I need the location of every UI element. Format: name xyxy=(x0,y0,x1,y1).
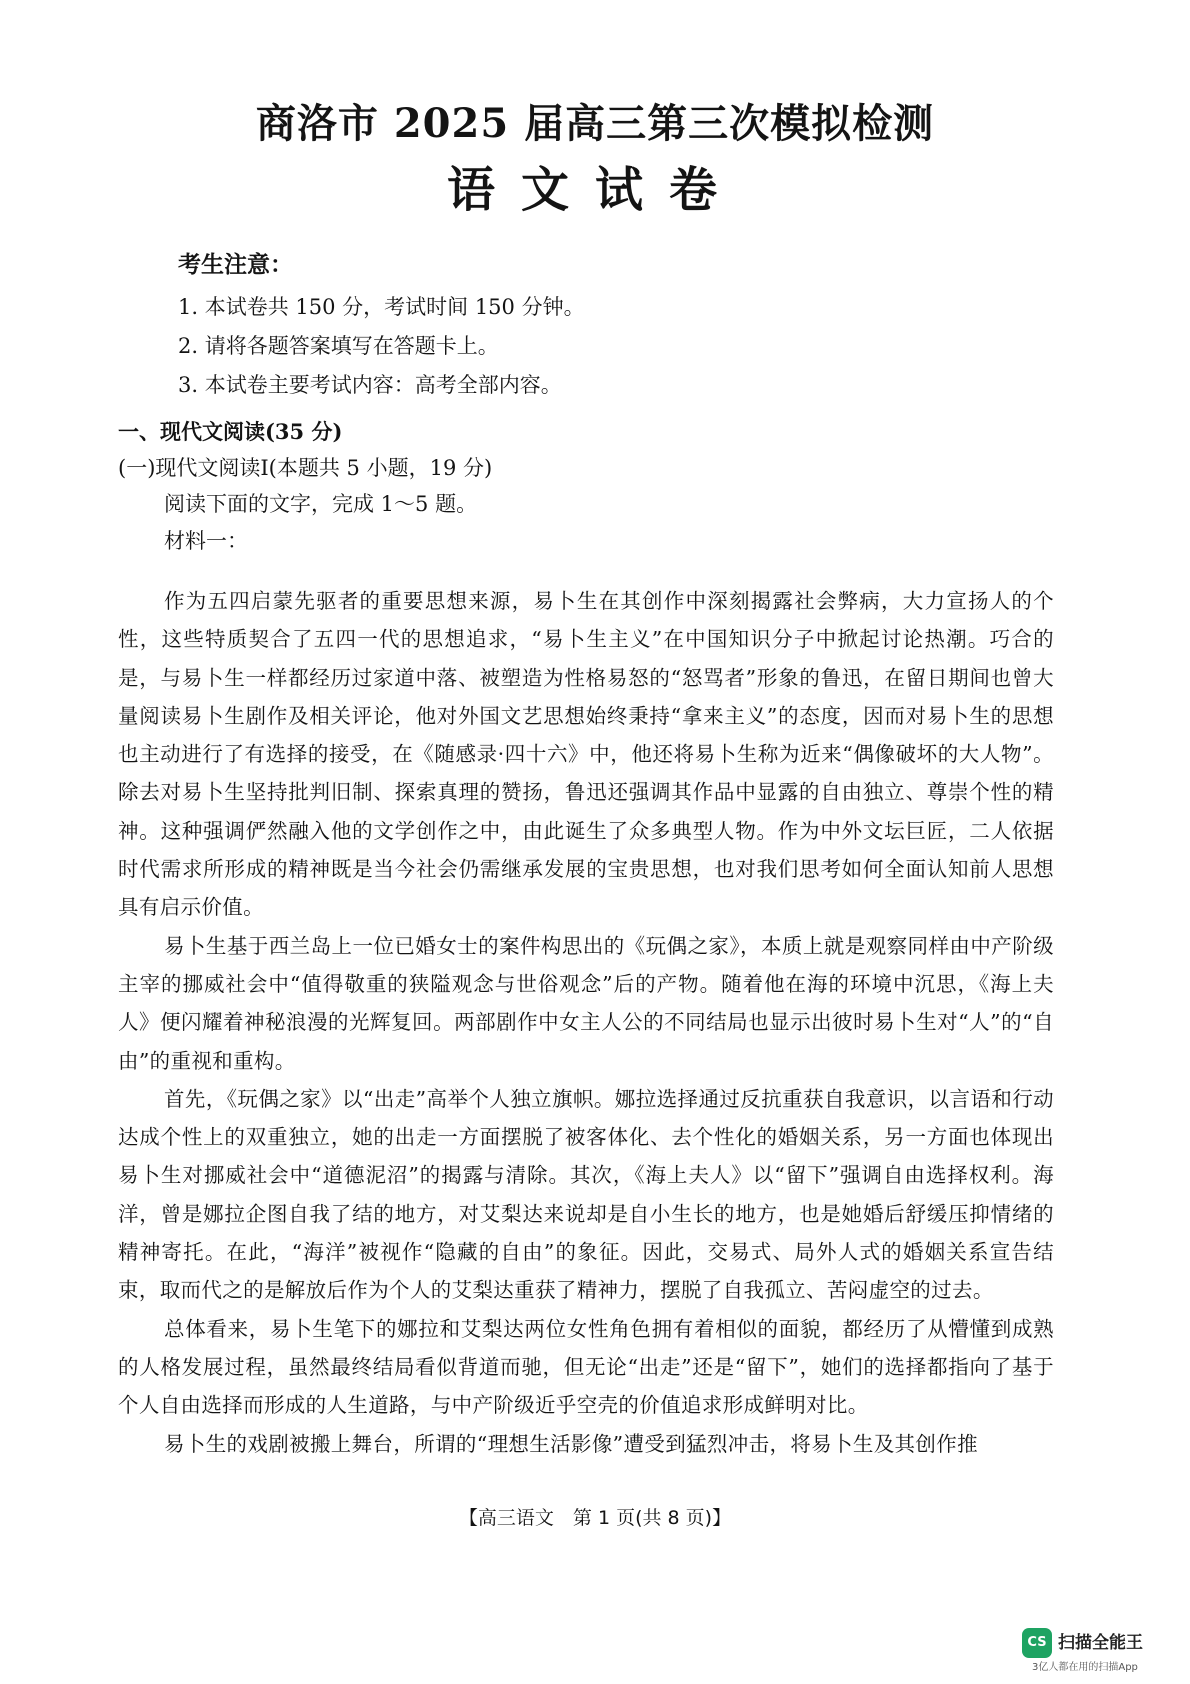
camscanner-logo-icon: CS xyxy=(1022,1628,1052,1658)
exam-title: 商洛市 2025 届高三第三次模拟检测 xyxy=(255,100,935,147)
watermark-app-name: 扫描全能王 xyxy=(1058,1633,1143,1653)
paragraph-3: 首先，《玩偶之家》以“出走”高举个人独立旗帜。娜拉选择通过反抗重获自我意识，以言语和行动达成个性上的双重独立，她的出走一方面摆脱了被客体化、去个性化的婚姻关系，另一方面也体现出易卜生对挪威社会中“道德泥沼”的揭露与清除。其次，《海上夫人》以“留下”强调自由选择权利。海洋，曾是娜拉企图自我了结的地方，对艾梨达来说却是自小生长的地方，也是她婚后舒缓压抑情绪的精神寄托。在此，“海洋”被视作“隐藏的自由”的象征。因此，交易式、局外人式的婚姻关系宣告结束，取而代之的是解放后作为个人的艾梨达重获了精神力，摆脱了自我孤立、苦闷虚空的过去。 xyxy=(118,1086,1054,1303)
watermark-tagline: 3亿人都在用的扫描App xyxy=(1032,1662,1138,1673)
section-header xyxy=(118,414,1058,560)
notice-item-3: 3. 本试卷主要考试内容：高考全部内容。 xyxy=(178,373,562,397)
candidate-notice xyxy=(178,248,878,405)
paragraph-1: 作为五四启蒙先驱者的重要思想来源，易卜生在其创作中深刻揭露社会弊病，大力宣扬人的个性，这些特质契合了五四一代的思想追求，“易卜生主义”在中国知识分子中掀起讨论热潮。巧合的是，与易卜生一样都经历过家道中落、被塑造为性格易怒的“怒骂者”形象的鲁迅，在留日期间也曾大量阅读易卜生剧作及相关评论，他对外国文艺思想始终秉持“拿来主义”的态度，因而对易卜生的思想也主动进行了有选择的接受，在《随感录·四十六》中，他还将易卜生称为近来“偶像破坏的大人物”。除去对易卜生坚持批判旧制、探索真理的赞扬，鲁迅还强调其作品中显露的自由独立、尊崇个性的精神。这种强调俨然融入他的文学创作之中，由此诞生了众多典型人物。作为中外文坛巨匠，二人依据时代需求所形成的精神既是当今社会仍需继承发展的宝贵思想，也对我们思考如何全面认知前人思想具有启示价值。 xyxy=(118,589,1054,920)
material-label: 材料一： xyxy=(164,529,248,553)
scanner-watermark xyxy=(1022,1628,1182,1676)
notice-item-2: 2. 请将各题答案填写在答题卡上。 xyxy=(178,334,499,358)
notice-item-1: 1. 本试卷共 150 分，考试时间 150 分钟。 xyxy=(178,295,585,319)
passage-body xyxy=(118,582,1054,1463)
page-footer: 【高三语文 第 1 页(共 8 页)】 xyxy=(458,1507,732,1529)
paragraph-5: 易卜生的戏剧被搬上舞台，所谓的“理想生活影像”遭受到猛烈冲击，将易卜生及其创作推 xyxy=(164,1431,978,1456)
paragraph-2: 易卜生基于西兰岛上一位已婚女士的案件构思出的《玩偶之家》，本质上就是观察同样由中产阶级主宰的挪威社会中“值得敬重的狭隘观念与世俗观念”后的产物。随着他在海的环境中沉思，《海上夫人》便闪耀着神秘浪漫的光辉复回。两部剧作中女主人公的不同结局也显示出彼时易卜生对“人”的“自由”的重视和重构。 xyxy=(118,933,1054,1073)
reading-instruction: 阅读下面的文字，完成 1～5 题。 xyxy=(164,492,478,516)
section-heading: 一、现代文阅读(35 分) xyxy=(118,419,343,444)
subject-title: 语文试卷 xyxy=(446,162,743,218)
section-subheading: (一)现代文阅读Ⅰ(本题共 5 小题，19 分) xyxy=(118,456,493,480)
paragraph-4: 总体看来，易卜生笔下的娜拉和艾梨达两位女性角色拥有着相似的面貌，都经历了从懵懂到成熟的人格发展过程，虽然最终结局看似背道而驰，但无论“出走”还是“留下”，她们的选择都指向了基于个人自由选择而形成的人生道路，与中产阶级近乎空壳的价值追求形成鲜明对比。 xyxy=(118,1316,1054,1418)
notice-heading: 考生注意： xyxy=(178,251,293,278)
